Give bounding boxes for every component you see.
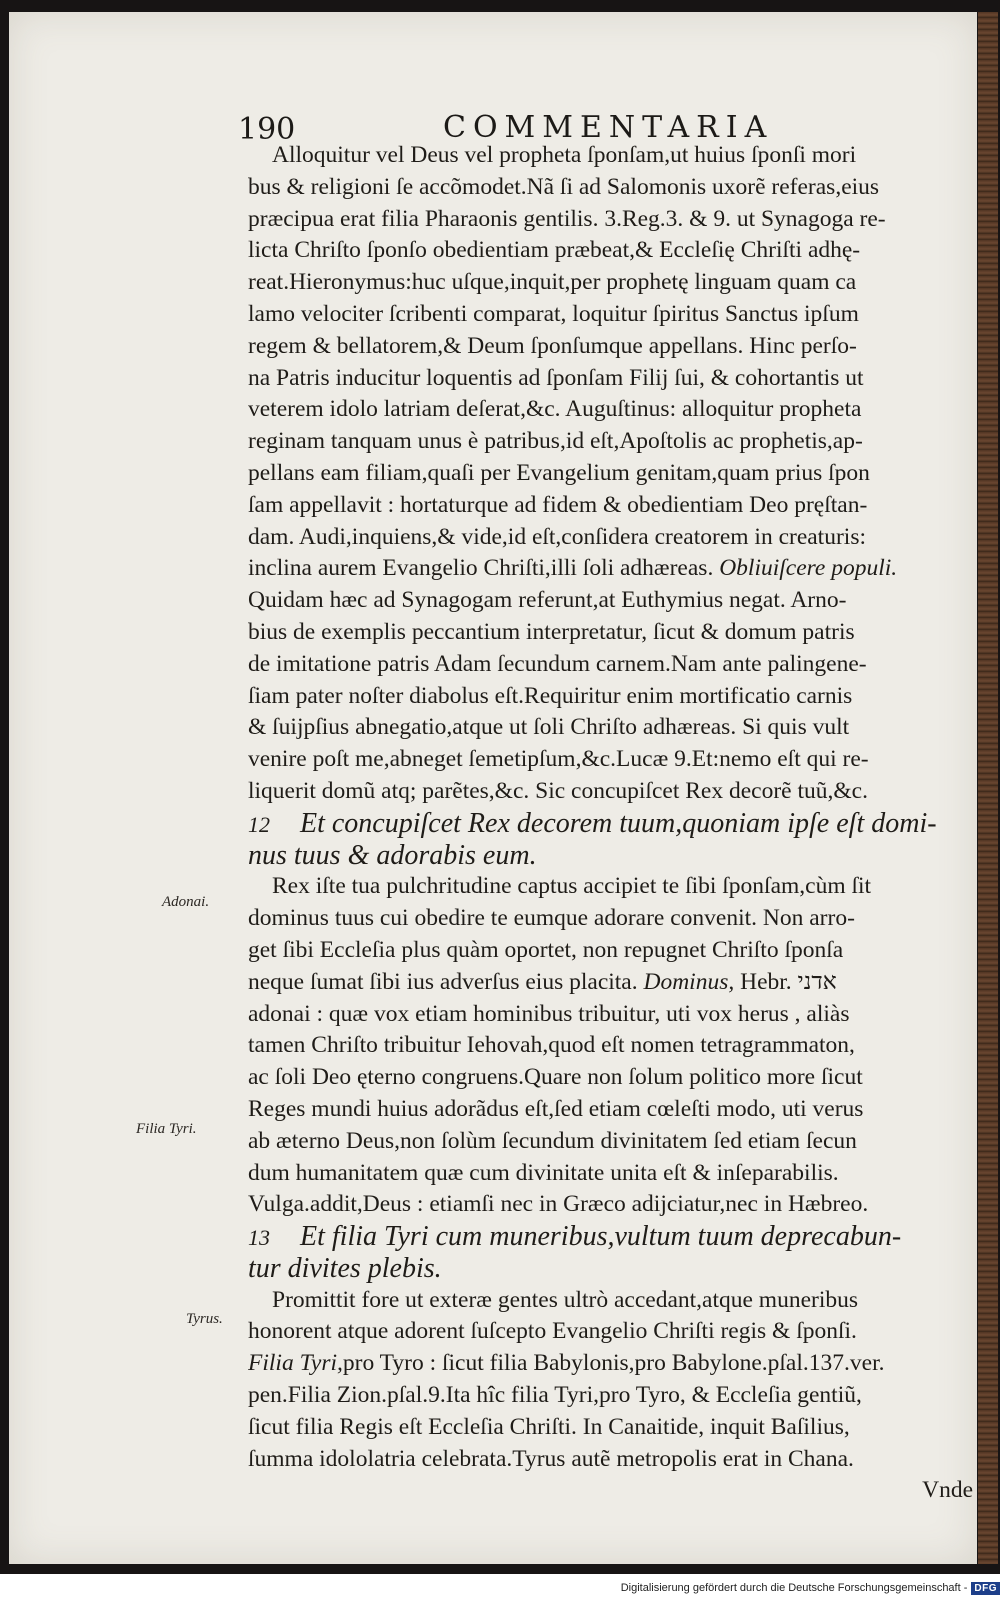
text-line	[248, 1126, 973, 1158]
line-text: inclina aurem Evangelio Chriſti,illi ſoli adhæreas.	[248, 555, 720, 582]
line-text: adonai : quæ vox etiam hominibus tribuitur, uti vox herus , aliàs	[248, 1000, 850, 1027]
text-line	[248, 681, 973, 713]
text-line	[248, 712, 973, 744]
folio-number: 190	[238, 112, 296, 147]
line-text: præcipua erat filia Pharaonis gentilis. 3.Reg.3. & 9. ut Synagoga re-	[248, 205, 886, 232]
margin-note: Adonai.	[162, 894, 210, 910]
line-text: get ſibi Eccleſia plus quàm oportet, non repugnet Chriſto ſponſa	[248, 936, 844, 963]
italic-text: Dominus,	[643, 968, 735, 995]
line-text-continued: Hebr. אדני	[734, 968, 837, 995]
catchword	[248, 1475, 973, 1507]
line-text-continued: pro Tyro : ſicut filia Babylonis,pro Babylone.pſal.137.ver.	[342, 1350, 885, 1377]
line-text: lamo velociter ſcribenti comparat, loquitur ſpiritus Sanctus ipſum	[248, 300, 859, 327]
line-text: reginam tanquam unus è patribus,id eſt,Apoſtolis ac prophetis,ap-	[248, 428, 863, 455]
text-line	[248, 967, 973, 999]
margin-note: Tyrus.	[186, 1311, 223, 1327]
text-line	[248, 331, 973, 363]
line-text: regem & bellatorem,& Deum ſponſumque appellans. Hinc perſo-	[248, 332, 857, 359]
verse-line	[248, 808, 973, 840]
line-text: honorent atque adorent ſuſcepto Evangelio Chriſti regis & ſponſi.	[248, 1318, 857, 1345]
line-text: na Patris inducitur loquentis ad ſponſam Filij ſui, & cohortantis ut	[248, 364, 864, 391]
line-text: de imitatione patris Adam ſecundum carnem.Nam ante palingene-	[248, 650, 867, 677]
dfg-logo: DFG	[971, 1582, 1000, 1595]
line-text: Rex iſte tua pulchritudine captus accipiet te ſibi ſponſam,cùm ſit	[272, 873, 872, 900]
text-line	[248, 649, 973, 681]
text-line	[248, 1380, 973, 1412]
line-text: ſumma idololatria celebrata.Tyrus autẽ metropolis erat in Chana.	[248, 1445, 854, 1472]
funding-credit: Digitalisierung gefördert durch die Deutsche Forschungsgemeinschaft -	[620, 1582, 968, 1594]
text-line	[248, 363, 973, 395]
text-line	[248, 871, 973, 903]
text-line	[248, 267, 973, 299]
text-line	[248, 522, 973, 554]
verse-number: 13	[248, 1225, 270, 1251]
line-text: dominus tuus cui obedire te eumque adorare convenit. Non arro-	[248, 905, 855, 932]
line-text: neque ſumat ſibi ius adverſus eius placita.	[248, 968, 644, 995]
line-text: veterem idolo latriam deſerat,&c. Auguſtinus: alloquitur propheta	[248, 396, 862, 423]
text-line	[248, 204, 973, 236]
catchword-text: Vnde	[922, 1477, 973, 1504]
line-text: bus & religioni ſe accõmodet.Nã ſi ad Salomonis uxorẽ referas,eius	[248, 173, 880, 200]
text-line	[248, 617, 973, 649]
verse-text: nus tuus & adorabis eum.	[248, 839, 537, 871]
text-line	[248, 394, 973, 426]
text-line	[248, 1094, 973, 1126]
text-line	[248, 744, 973, 776]
verse-text: Et filia Tyri cum muneribus,vultum tuum deprecabun-	[300, 1221, 902, 1253]
text-line	[248, 1158, 973, 1190]
line-text: Promittit fore ut exteræ gentes ultrò accedant,atque muneribus	[272, 1286, 859, 1313]
text-line	[248, 999, 973, 1031]
text-line	[248, 490, 973, 522]
text-line	[248, 458, 973, 490]
italic-text: Filia Tyri,	[248, 1350, 343, 1377]
text-line	[248, 1348, 973, 1380]
text-line	[248, 235, 973, 267]
line-text: ſicut filia Regis eſt Eccleſia Chriſti. In Canaitide, inquit Baſilius,	[248, 1413, 850, 1440]
text-line	[248, 299, 973, 331]
text-line	[248, 903, 973, 935]
text-line	[248, 1062, 973, 1094]
text-line	[248, 553, 973, 585]
text-line	[248, 1285, 973, 1317]
running-head: COMMENTARIA	[443, 110, 774, 145]
text-line	[248, 140, 973, 172]
text-line	[248, 1316, 973, 1348]
text-line	[248, 426, 973, 458]
line-text: ac ſoli Deo ęterno congruens.Quare non ſolum politico more ſicut	[248, 1064, 863, 1091]
line-text: bius de exemplis peccantium interpretatur, ſicut & domum patris	[248, 618, 855, 645]
body-text	[248, 140, 973, 1507]
line-text: Vulga.addit,Deus : etiamſi nec in Græco adijciatur,nec in Hæbreo.	[248, 1191, 869, 1218]
text-line	[248, 1444, 973, 1476]
verse-line	[248, 840, 973, 872]
line-text: pen.Filia Zion.pſal.9.Ita hîc filia Tyri,pro Tyro, & Eccleſia gentiũ,	[248, 1382, 862, 1409]
text-line	[248, 1412, 973, 1444]
line-text: Alloquitur vel Deus vel propheta ſponſam,ut huius ſponſi mori	[272, 142, 857, 168]
line-text: ſiam pater noſter diabolus eſt.Requiritur enim mortificatio carnis	[248, 682, 853, 709]
line-text: dam. Audi,inquiens,& vide,id eſt,conſidera creatorem in creaturis:	[248, 523, 866, 550]
line-text: Quidam hæc ad Synagogam referunt,at Euthymius negat. Arno-	[248, 587, 847, 614]
text-line	[248, 585, 973, 617]
text-line	[248, 172, 973, 204]
line-text: pellans eam filiam,quaſi per Evangelium genitam,quam prius ſpon	[248, 459, 870, 486]
line-text: ab æterno Deus,non ſolùm ſecundum divinitatem ſed etiam ſecun	[248, 1127, 857, 1154]
line-text: liquerit domũ atq; parẽtes,&c. Sic concupiſcet Rex decorẽ tuũ,&c.	[248, 777, 868, 804]
text-line	[248, 1030, 973, 1062]
line-text: licta Chriſto ſponſo obedientiam præbeat,& Eccleſię Chriſti adhę-	[248, 237, 861, 264]
verse-number: 12	[248, 811, 270, 837]
line-text: reat.Hieronymus:huc uſque,inquit,per prophetę linguam quam ca	[248, 269, 857, 296]
italic-text: Obliuiſcere populi.	[719, 555, 898, 582]
line-text: ſam appellavit : hortaturque ad fidem & obedientiam Deo pręſtan-	[248, 491, 868, 518]
verse-line	[248, 1221, 973, 1253]
text-line	[248, 1189, 973, 1221]
line-text: venire poſt me,abneget ſemetipſum,&c.Lucæ 9.Et:nemo eſt qui re-	[248, 746, 869, 773]
verse-text: tur divites plebis.	[248, 1252, 442, 1284]
digitization-footer	[621, 1580, 1000, 1596]
text-line	[248, 935, 973, 967]
line-text: & ſuijpſius abnegatio,atque ut ſoli Chriſto adhæreas. Si quis vult	[248, 714, 850, 741]
line-text: dum humanitatem quæ cum divinitate unita eſt & inſeparabilis.	[248, 1159, 839, 1186]
line-text: Reges mundi huius adorãdus eſt,ſed etiam cœleſti modo, uti verus	[248, 1095, 864, 1122]
book-edge	[978, 12, 998, 1564]
line-text: tamen Chriſto tribuitur Iehovah,quod eſt nomen tetragrammaton,	[248, 1032, 855, 1059]
text-line	[248, 776, 973, 808]
verse-line	[248, 1253, 973, 1285]
verse-text: Et concupiſcet Rex decorem tuum,quoniam ipſe eſt domi-	[300, 807, 937, 839]
margin-note: Filia Tyri.	[136, 1121, 197, 1137]
